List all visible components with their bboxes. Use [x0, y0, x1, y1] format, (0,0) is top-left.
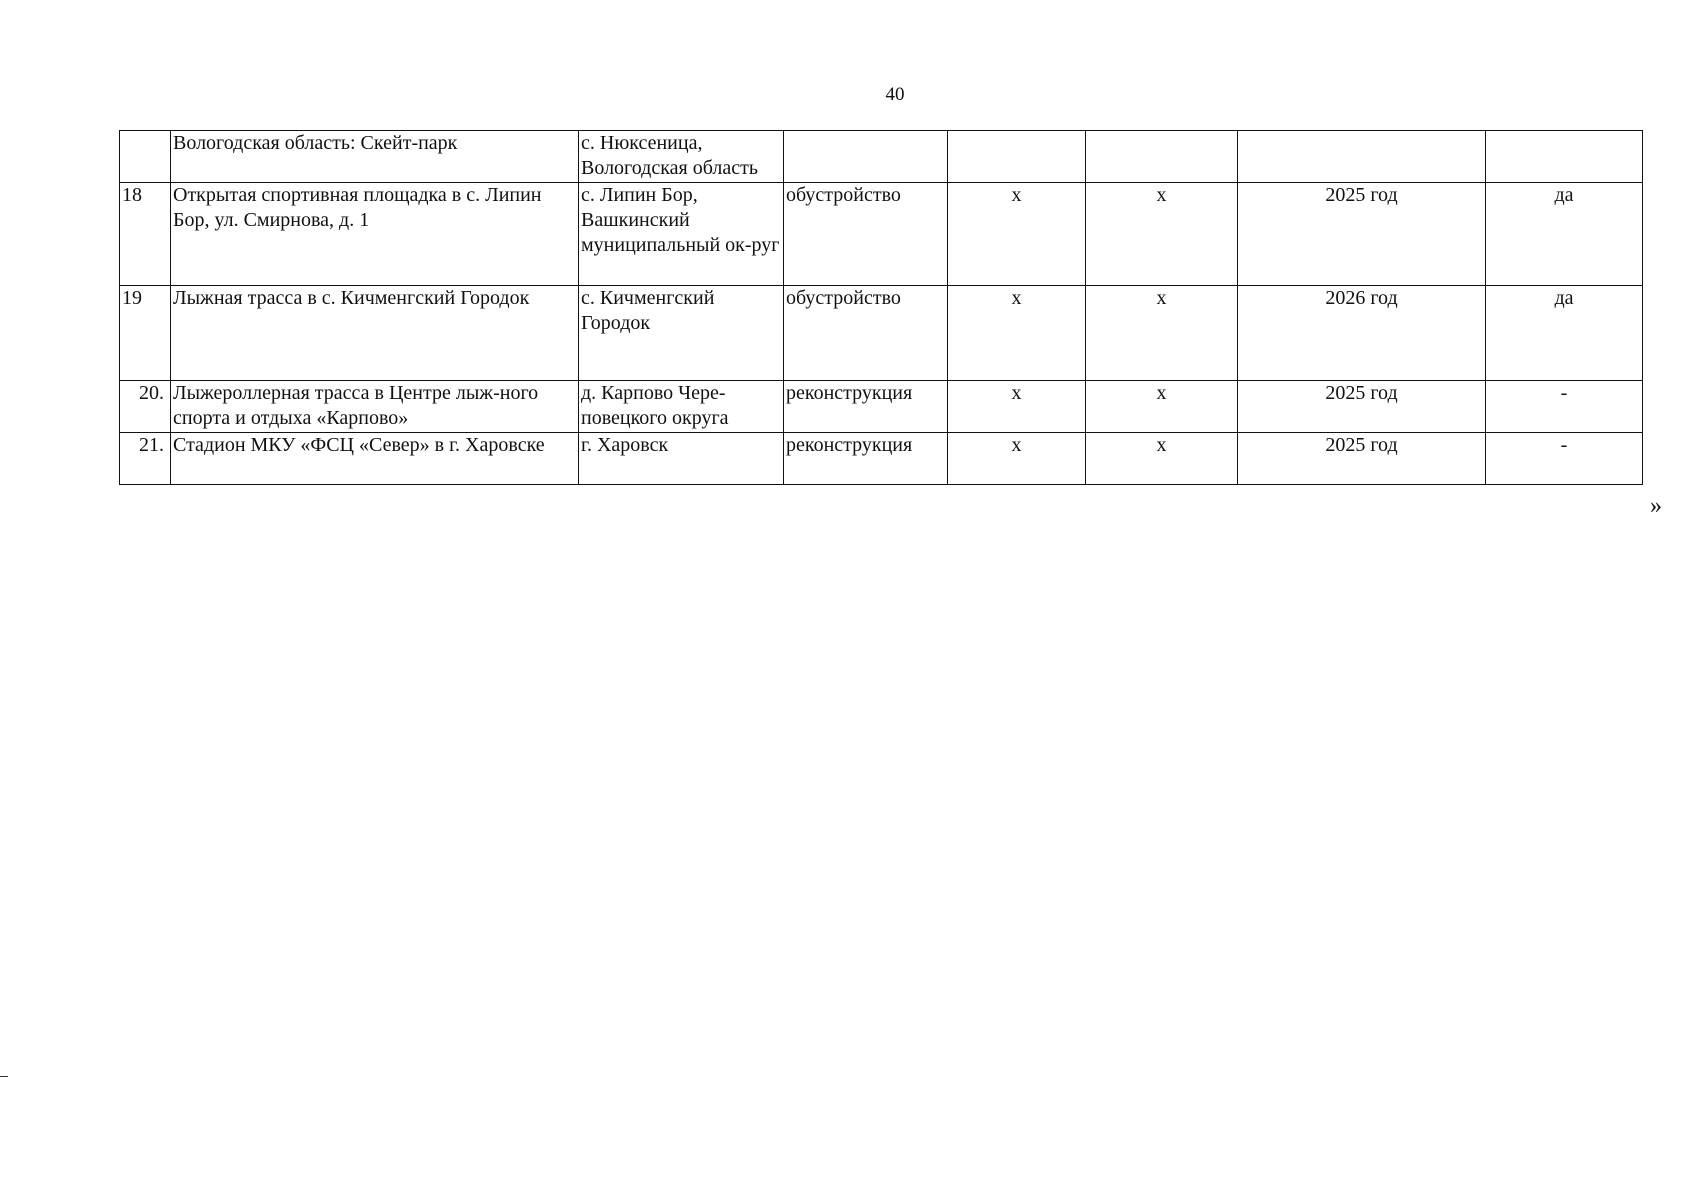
completion-year: 2025 год	[1238, 381, 1486, 433]
facility-name: Открытая спортивная площадка в с. Липин Бор, ул. Смирнова, д. 1	[171, 183, 579, 286]
facility-name: Вологодская область: Скейт-парк	[171, 131, 579, 183]
table-row	[120, 433, 1643, 485]
table-row	[120, 286, 1643, 381]
facility-location: с. Кичменгский Городок	[579, 286, 784, 381]
cell-col5: х	[948, 183, 1086, 286]
completion-year: 2025 год	[1238, 183, 1486, 286]
cell-col6: х	[1086, 433, 1238, 485]
completion-year: 2026 год	[1238, 286, 1486, 381]
cell-col6: х	[1086, 381, 1238, 433]
completion-year: 2025 год	[1238, 433, 1486, 485]
cell-col5: х	[948, 381, 1086, 433]
facility-name: Стадион МКУ «ФСЦ «Север» в г. Харовске	[171, 433, 579, 485]
facility-location: с. Нюксеница, Вологодская область	[579, 131, 784, 183]
work-type: реконструкция	[784, 433, 948, 485]
facility-name: Лыжная трасса в с. Кичменгский Городок	[171, 286, 579, 381]
table-row	[120, 131, 1643, 183]
sports-facilities-table	[119, 130, 1643, 485]
flag-cell: да	[1486, 286, 1643, 381]
work-type	[784, 131, 948, 183]
row-number	[120, 131, 171, 183]
row-number: 20.	[120, 381, 171, 433]
cell-col6	[1086, 131, 1238, 183]
margin-dash	[0, 1076, 8, 1077]
facility-location: д. Карпово Чере-повецкого округа	[579, 381, 784, 433]
work-type: обустройство	[784, 286, 948, 381]
table-row	[120, 183, 1643, 286]
facility-name: Лыжероллерная трасса в Центре лыж-ного спорта и отдыха «Карпово»	[171, 381, 579, 433]
cell-col6: х	[1086, 183, 1238, 286]
row-number: 18	[120, 183, 171, 286]
cell-col5: х	[948, 433, 1086, 485]
table-row	[120, 381, 1643, 433]
flag-cell	[1486, 131, 1643, 183]
cell-col5: х	[948, 286, 1086, 381]
row-number: 21.	[120, 433, 171, 485]
page-number: 40	[885, 84, 905, 105]
completion-year	[1238, 131, 1486, 183]
work-type: реконструкция	[784, 381, 948, 433]
row-number: 19	[120, 286, 171, 381]
flag-cell: -	[1486, 381, 1643, 433]
work-type: обустройство	[784, 183, 948, 286]
facility-location: с. Липин Бор, Вашкинский муниципальный ок-руг	[579, 183, 784, 286]
cell-col5	[948, 131, 1086, 183]
cell-col6: х	[1086, 286, 1238, 381]
flag-cell: -	[1486, 433, 1643, 485]
flag-cell: да	[1486, 183, 1643, 286]
closing-quote: »	[1650, 493, 1662, 519]
facility-location: г. Харовск	[579, 433, 784, 485]
